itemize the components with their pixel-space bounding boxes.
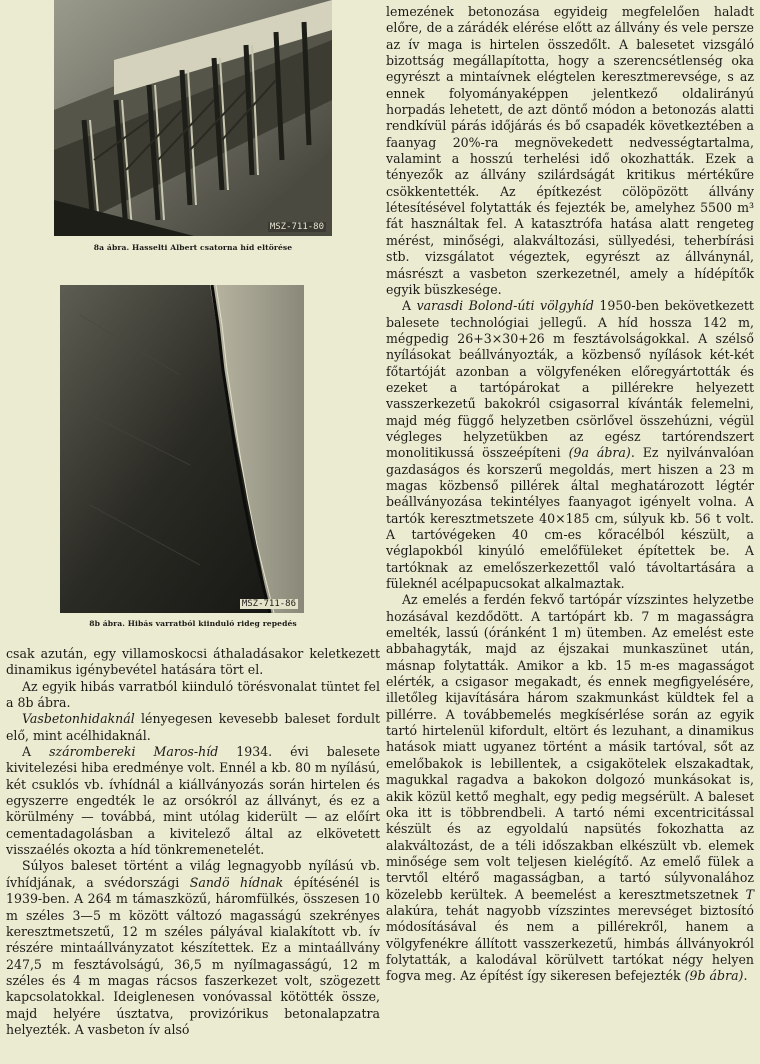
paragraph: Vasbetonhidaknál lényegesen kevesebb baleset fordult elő, mint acélhidaknál. (6, 711, 380, 743)
figure-8b-stamp: MSZ-711-86 (241, 599, 296, 609)
right-column-text (386, 4, 754, 985)
figure-8a-stamp: MSZ-711-80 (269, 222, 324, 232)
collapsed-bridge-image (54, 0, 332, 236)
brittle-fracture-image (60, 285, 304, 613)
figure-8b-caption: 8b ábra. Hibás varratból kiinduló rideg repedés (89, 619, 297, 628)
paragraph: A szárombereki Maros-híd 1934. évi balesete kivitelezési hiba eredménye volt. Ennél a kb. 80 m nyílású, két csuklós vb. ívhídnál a kiállványozás során hirtelen és egyszerre engedték le az orsókról az állványt, és ez a körülmény — továbbá, mint utólag kiderült — az előírt cementadagolásban a kivitelező által az elkövetett visszaélés okozta a híd tönkremenetelét. (6, 744, 380, 858)
paragraph: csak azután, egy villamoskocsi áthaladásakor keletkezett dinamikus igénybevétel hatására tört el. (6, 646, 380, 678)
paragraph: A varasdi Bolond-úti völgyhíd 1950-ben bekövetkezett balesete technológiai jellegű. A híd hossza 142 m, mégpedig 26+3×30+26 m fesztávolságokkal. A szélső nyílásokat beállványozták, a közbenső nyílások két-két főtartóját azonban a völgyfenéken előregyártották és ezeket a tartópárokat a pillérekre helyezett vasszerkezetű bakokról csigasorral kívánták felemelni, majd még függő helyzetben csörlővel összehúzni, végül végleges helyzetükben az egész tartórendszert monolitikussá összeépíteni (9a ábra). Ez nyilvánvalóan gazdaságos és korszerű megoldás, mert hiszen a 23 m magas közbenső pillérek által meghatározott légtér beállványozása tekintélyes faanyagot igényelt volna. A tartók keresztmetszete 40×185 cm, súlyuk kb. 56 t volt. A tartóvégeken 40 cm-es kőracélból készült, a véglapokból kinyúló emelőfüleket építettek be. A tartóknak az emelőszerkezettől való távoltartására a füleknél acélpapucsokat alkalmaztak. (386, 298, 755, 592)
left-column-text (6, 646, 380, 1038)
paragraph: lemezének betonozása egyideig megfelelően haladt előre, de a zárádék elérése előtt az állvány és vele persze az ív maga is hirtelen összedőlt. A balesetet vizsgáló bizottság megállapította, hogy a szerencsétlenség oka egyrészt a mintaívnek elégtelen keresztmerevsége, s az ennek folyományaképpen jelentkező oldalirányú horpadás lehetett, de azt döntő módon a betonozás alatti rendkívül párás időjárás és bő csapadék következtében a faanyag 20%-ra megnövekedett nedvességtartalma, valamint a hosszú terhelési idő okozhatták. Ezek a tényezők az állvány szilárdságát kritikus mértékűre csökkentették. Az építkezést cölöpözött állvány létesítésével folytatták és fejezték be, amelyhez 5500 m³ fát használtak fel. A katasztrófa hatása alatt rengeteg mérést, minőségi, alakváltozási, süllyedési, teherbírási stb. vizsgálatot végeztek, egyrészt az állványnál, másrészt a vasbeton szerkezetnél, amely a hídépítők egyik büszkesége. (386, 4, 754, 297)
figure-8b-photo (60, 285, 304, 613)
paragraph: Az emelés a ferdén fekvő tartópár vízszintes helyzetbe hozásával kezdődött. A tartópárt kb. 7 m magasságra emelték, lassú (óránként 1 m) ütemben. Az emelést este abbahagyták, majd az éjszakai munkaszünet után, másnap folytatták. Amikor a kb. 15 m-es magasságot elérték, a csigasor megakadt, és ennek megfigyelésére, illetőleg kijavítására három szakmunkást küldtek fel a pillérre. A továbbemelés megkísérlése során az egyik tartó hirtelenül kifordult, eltört és lezuhant, a dinamikus hatások miatt ugyanez történt a másik tartóval, sőt az emelőbakok is lebillentek, a csigakötelek elszakadtak, magukkal ragadva a bakokon dolgozó munkásokat is, akik közül kettő meghalt, egy pedig megsérült. A baleset oka itt is többrendbeli. A tartó némi excentricitással készült és az egyoldalú napsütés fokozhatta az alakváltozást, de a téli időszakban elkészült vb. elemek minősége sem volt teljesen kielégítő. Az emelő fülek a tervtől eltérő magasságban, a tartó súlyvonalához közelebb kerültek. A beemelést a keresztmetszetnek T alakúra, tehát nagyobb vízszintes merevséget biztosító módosításával és nem a pillérekről, hanem a völgyfenékre állított vasszerkezetű, himbás állványokról folytatták, a kalodával körülvett tartókat négy helyen fogva meg. Az építést így sikeresen befejezték (9b ábra). (386, 592, 754, 984)
figure-8a-caption: 8a ábra. Hasselti Albert csatorna híd eltörése (93, 243, 293, 252)
paragraph: Súlyos baleset történt a világ legnagyobb nyílású vb. ívhídjának, a svédországi Sandö hídnak építésénél is 1939-ben. A 264 m támaszközű, háromfülkés, összesen 10 m széles 3—5 m között változó magasságú szekrényes keresztmetszetű, 12 m széles pályával kialakított vb. ív részére mintaállványzatot készítettek. Ez a mintaállvány 247,5 m fesztávolságú, 36,5 m nyílmagasságú, 12 m széles és 4 m magas rácsos faszerkezet volt, szögezett kapcsolatokkal. Ideiglenesen vonóvassal kötötték össze, majd helyére úsztatva, provizórikus betonalapzatra helyezték. A vasbeton ív alsó (6, 858, 380, 1037)
figure-8a-photo (54, 0, 332, 236)
paragraph: Az egyik hibás varratból kiinduló törésvonalat tüntet fel a 8b ábra. (6, 678, 380, 711)
left-column (6, 0, 380, 1064)
right-column (386, 4, 754, 1062)
